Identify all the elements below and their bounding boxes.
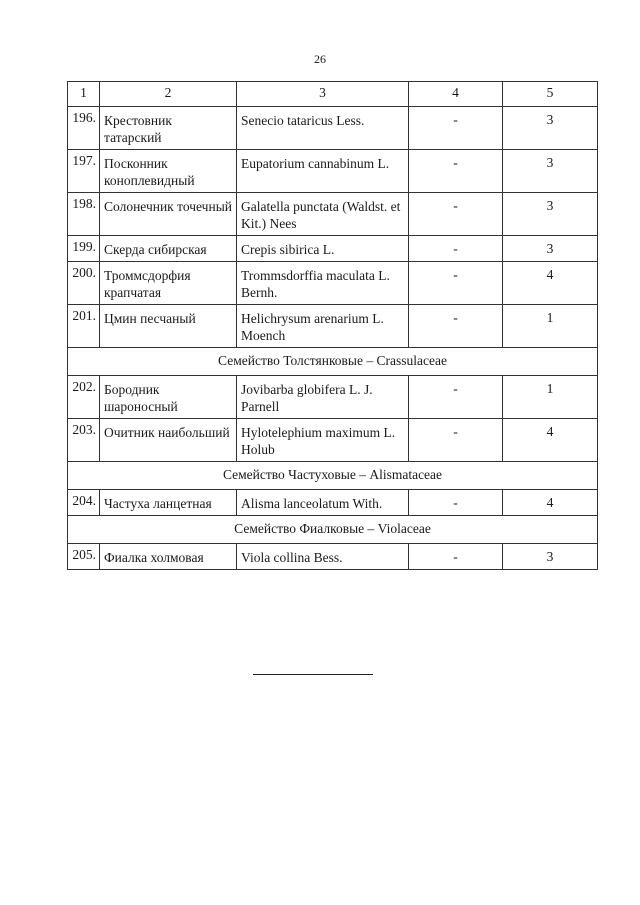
family-heading: Семейство Толстянковые – Crassulaceae — [68, 348, 598, 376]
family-heading-row — [68, 348, 598, 376]
column-4-value: - — [409, 262, 503, 305]
family-heading-row — [68, 462, 598, 490]
row-number: 204. — [68, 490, 100, 516]
family-heading: Семейство Фиалковые – Violaceae — [68, 516, 598, 544]
column-header-2: 2 — [100, 82, 237, 107]
column-5-value: 3 — [503, 150, 598, 193]
species-name: Бородник шароносный — [100, 376, 237, 419]
species-name: Посконник коноплевидный — [100, 150, 237, 193]
column-4-value: - — [409, 236, 503, 262]
latin-name: Hylotelephium maximum L. Holub — [237, 419, 409, 462]
column-header-3: 3 — [237, 82, 409, 107]
column-4-value: - — [409, 376, 503, 419]
column-4-value: - — [409, 490, 503, 516]
column-4-value: - — [409, 150, 503, 193]
column-5-value: 1 — [503, 376, 598, 419]
species-name: Крестовник татарский — [100, 107, 237, 150]
family-heading-row — [68, 516, 598, 544]
row-number: 205. — [68, 544, 100, 570]
row-number: 200. — [68, 262, 100, 305]
row-number: 201. — [68, 305, 100, 348]
species-name: Фиалка холмовая — [100, 544, 237, 570]
footer-rule — [253, 674, 373, 675]
family-heading: Семейство Частуховые – Alismataceae — [68, 462, 598, 490]
latin-name: Viola collina Bess. — [237, 544, 409, 570]
table-header-row — [68, 82, 598, 107]
species-name: Частуха ланцетная — [100, 490, 237, 516]
row-number: 196. — [68, 107, 100, 150]
species-name: Солонечник точечный — [100, 193, 237, 236]
column-5-value: 4 — [503, 490, 598, 516]
column-5-value: 3 — [503, 544, 598, 570]
species-name: Очитник наибольший — [100, 419, 237, 462]
column-4-value: - — [409, 193, 503, 236]
column-4-value: - — [409, 419, 503, 462]
species-name: Цмин песчаный — [100, 305, 237, 348]
latin-name: Crepis sibirica L. — [237, 236, 409, 262]
column-header-4: 4 — [409, 82, 503, 107]
latin-name: Trommsdorffia maculata L. Bernh. — [237, 262, 409, 305]
row-number: 202. — [68, 376, 100, 419]
row-number: 198. — [68, 193, 100, 236]
column-5-value: 4 — [503, 262, 598, 305]
species-name: Скерда сибирская — [100, 236, 237, 262]
table-row — [68, 376, 598, 419]
column-header-1: 1 — [68, 82, 100, 107]
row-number: 203. — [68, 419, 100, 462]
latin-name: Senecio tataricus Less. — [237, 107, 409, 150]
latin-name: Alisma lanceolatum With. — [237, 490, 409, 516]
column-5-value: 3 — [503, 236, 598, 262]
latin-name: Eupatorium cannabinum L. — [237, 150, 409, 193]
page-number: 26 — [314, 52, 326, 66]
species-name: Троммсдорфия крапчатая — [100, 262, 237, 305]
row-number: 199. — [68, 236, 100, 262]
table-row — [68, 107, 598, 150]
column-5-value: 4 — [503, 419, 598, 462]
latin-name: Galatella punctata (Waldst. et Kit.) Nees — [237, 193, 409, 236]
table-row — [68, 419, 598, 462]
row-number: 197. — [68, 150, 100, 193]
column-5-value: 3 — [503, 193, 598, 236]
table-row — [68, 490, 598, 516]
species-table — [67, 81, 598, 570]
column-5-value: 3 — [503, 107, 598, 150]
table-row — [68, 305, 598, 348]
column-4-value: - — [409, 107, 503, 150]
column-4-value: - — [409, 544, 503, 570]
column-5-value: 1 — [503, 305, 598, 348]
table-row — [68, 236, 598, 262]
column-header-5: 5 — [503, 82, 598, 107]
table-row — [68, 193, 598, 236]
table-row — [68, 150, 598, 193]
table-row — [68, 544, 598, 570]
table-row — [68, 262, 598, 305]
column-4-value: - — [409, 305, 503, 348]
latin-name: Helichrysum arenarium L. Moench — [237, 305, 409, 348]
latin-name: Jovibarba globifera L. J. Parnell — [237, 376, 409, 419]
